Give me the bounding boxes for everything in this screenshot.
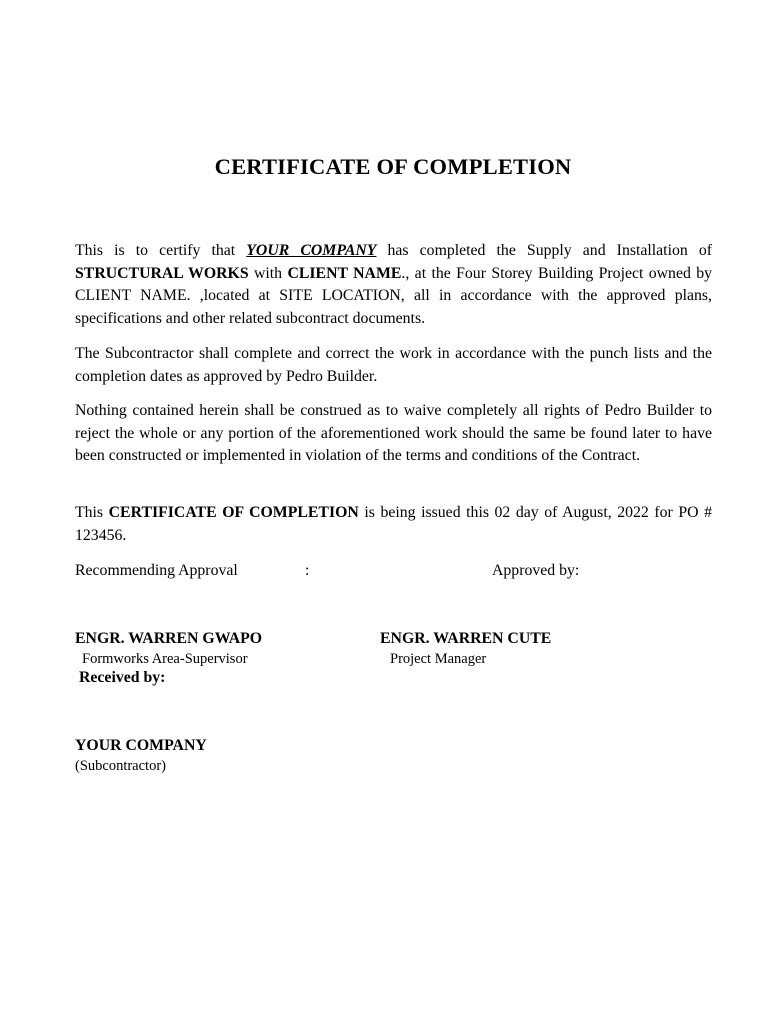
client-name-emphasis: CLIENT NAME	[287, 264, 402, 282]
received-by-label: Received by:	[79, 669, 166, 686]
p4-text-2: is being issued this 02 day of August, 2022 for PO # 123456.	[75, 504, 712, 544]
p4-text-1: This	[75, 504, 109, 521]
receiver-name: YOUR COMPANY	[75, 737, 207, 754]
recommending-approval-label: Recommending Approval	[75, 562, 238, 579]
p1-text-2: has completed the Supply and Installation of	[376, 242, 712, 259]
company-name-emphasis: YOUR COMPANY	[246, 242, 377, 259]
signatory-2-role: Project Manager	[390, 651, 487, 667]
works-emphasis: STRUCTURAL WORKS	[75, 264, 249, 282]
certificate-emphasis: CERTIFICATE OF COMPLETION	[108, 504, 359, 521]
rights-paragraph: Nothing contained herein shall be construed as to waive completely all rights of Pedro Builder to reject the whole or any portion of the aforementioned work should the same be found later to have been constructed or implemented in violation of the terms and conditions of the Contract.	[75, 402, 712, 464]
receiver-role: (Subcontractor)	[75, 758, 166, 774]
signatory-1-name: ENGR. WARREN GWAPO	[75, 630, 263, 647]
page-title: CERTIFICATE OF COMPLETION	[214, 154, 572, 179]
p1-text-4: ., at the Four Storey Building Project owned by CLIENT NAME. ,located at SITE LOCATION, all in accordance with the approved plans, specifications and other related subcontract documents.	[75, 264, 713, 327]
issuance-paragraph	[75, 502, 712, 547]
approved-by-label: Approved by:	[492, 562, 580, 579]
p1-text-1: This is to certify that	[75, 242, 247, 259]
p1-text-3: with	[248, 264, 288, 282]
signatory-2-name: ENGR. WARREN CUTE	[380, 630, 552, 647]
colon-separator: :	[305, 562, 310, 579]
certification-paragraph	[75, 240, 712, 330]
signatory-1-role: Formworks Area-Supervisor	[82, 651, 248, 667]
subcontractor-paragraph: The Subcontractor shall complete and correct the work in accordance with the punch lists and the completion dates as approved by Pedro Builder.	[75, 345, 712, 385]
